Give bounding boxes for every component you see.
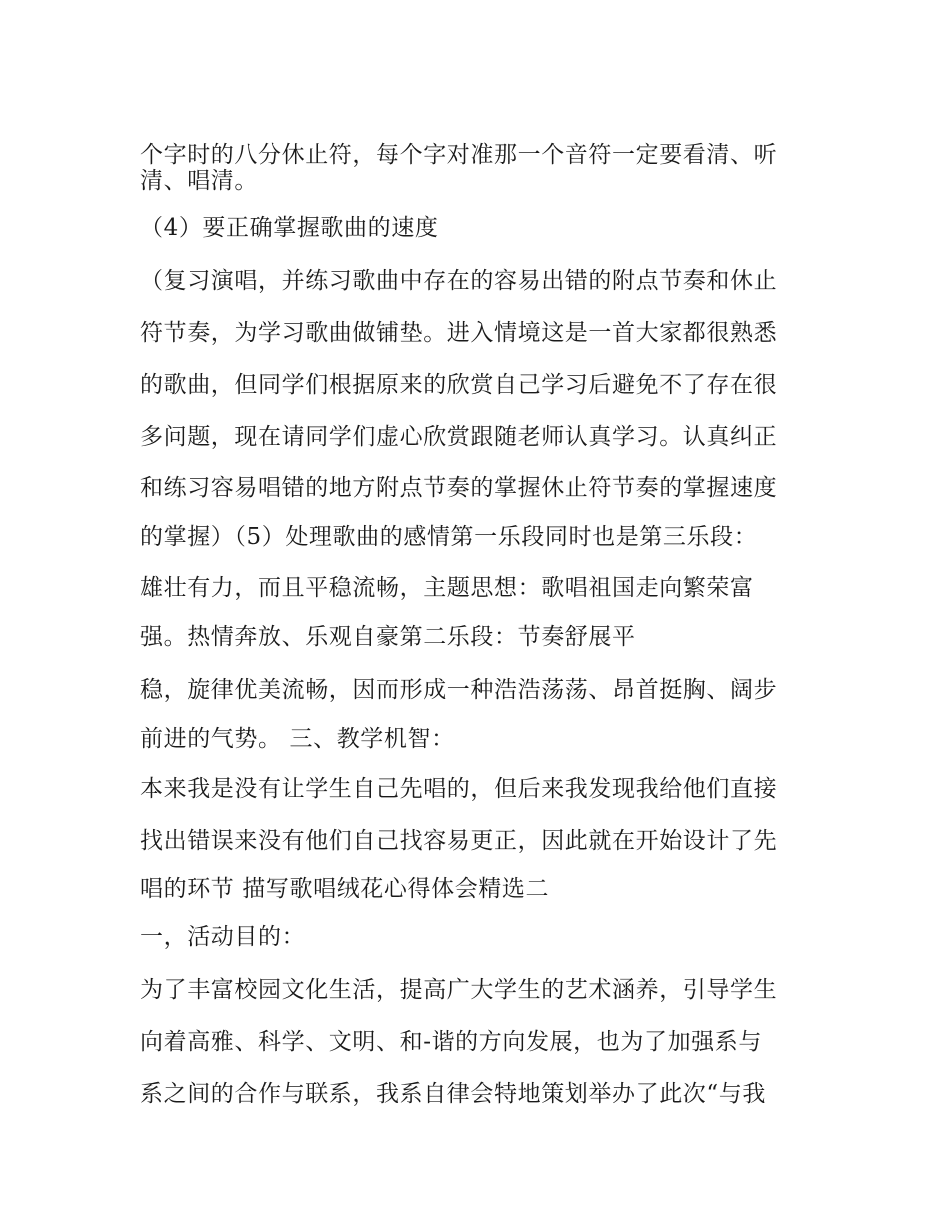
text-line: 的歌曲，但同学们根据原来的欣赏自己学习后避免不了存在很 <box>140 372 778 398</box>
text-line: （复习演唱，并练习歌曲中存在的容易出错的附点节奏和休止 <box>140 268 778 294</box>
text-line: 强。热情奔放、乐观自豪第二乐段：节奏舒展平 <box>140 624 636 650</box>
text-line: 符节奏，为学习歌曲做铺垫。进入情境这是一首大家都很熟悉 <box>140 320 778 346</box>
text-line: 一，活动目的： <box>140 924 306 950</box>
text-line: 的掌握）（5）处理歌曲的感情第一乐段同时也是第三乐段： <box>140 524 758 550</box>
text-line: 本来我是没有让学生自己先唱的，但后来我发现我给他们直接 <box>140 776 778 802</box>
text-line: 系之间的合作与联系，我系自律会特地策划举办了此次“与我 <box>140 1081 766 1107</box>
text-line: 清、唱清。 <box>140 168 258 194</box>
text-line: 为了丰富校园文化生活，提高广大学生的艺术涵养，引导学生 <box>140 977 778 1003</box>
text-line: 前进的气势。 三、教学机智： <box>140 726 455 752</box>
text-line: 唱的环节 描写歌唱绒花心得体会精选二 <box>140 876 550 902</box>
text-line: 多问题，现在请同学们虚心欣赏跟随老师认真学习。认真纠正 <box>140 424 778 450</box>
text-line: 向着高雅、科学、文明、和-谐的方向发展，也为了加强系与 <box>140 1029 762 1055</box>
text-line: 个字时的八分休止符，每个字对准那一个音符一定要看清、听 <box>140 142 778 168</box>
text-line: 稳，旋律优美流畅，因而形成一种浩浩荡荡、昂首挺胸、阔步 <box>140 677 778 703</box>
text-line: 雄壮有力，而且平稳流畅，主题思想：歌唱祖国走向繁荣富 <box>140 575 754 601</box>
text-line: （4）要正确掌握歌曲的速度 <box>140 215 439 241</box>
text-line: 和练习容易唱错的地方附点节奏的掌握休止符节奏的掌握速度 <box>140 475 778 501</box>
text-line: 找出错误来没有他们自己找容易更正，因此就在开始设计了先 <box>140 828 778 854</box>
